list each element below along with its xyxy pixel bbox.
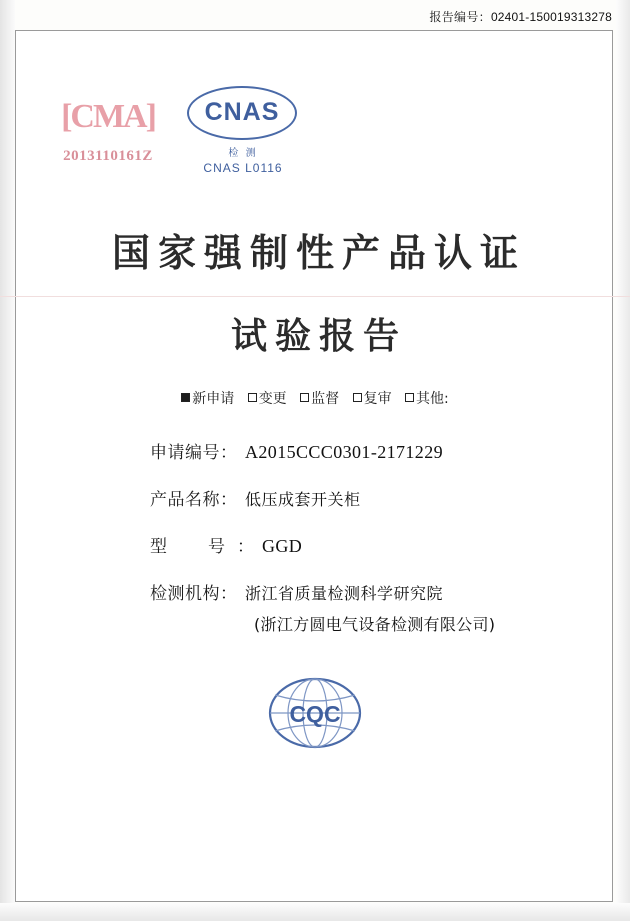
report-number-value: 02401-150019313278	[490, 10, 612, 24]
field-colon-testing-organization: ：	[220, 584, 237, 604]
scan-artifact-line	[0, 296, 630, 297]
field-colon-application-number: ：	[220, 443, 237, 463]
cnas-logo-icon	[187, 86, 299, 142]
checkbox-icon-supervision[interactable]	[300, 393, 309, 402]
cqc-logo-icon	[265, 675, 365, 751]
cnas-code: CNAS L0116	[203, 161, 283, 175]
field-value-testing-organization: 浙江省质量检测科学研究院	[245, 584, 444, 603]
svg-text:CQC: CQC	[289, 701, 341, 727]
checkbox-icon-change[interactable]	[248, 393, 257, 402]
field-label-product-name: 产品名称	[150, 490, 220, 510]
cma-logo-icon: [CMA]	[61, 98, 155, 135]
report-number-label: 报告编号：	[429, 10, 491, 24]
page-edge-right	[616, 0, 630, 921]
field-label-model: 型 号	[150, 537, 237, 557]
cnas-sub-text: 检 测	[228, 148, 258, 159]
field-value-model: GGD	[262, 536, 303, 556]
checkbox-icon-other[interactable]	[405, 393, 414, 402]
cqc-seal	[265, 675, 365, 751]
checkbox-icon-new[interactable]	[181, 393, 190, 402]
checkbox-label-new: 新申请	[192, 391, 235, 407]
checkbox-option-new[interactable]	[181, 391, 234, 407]
checkbox-label-change: 变更	[258, 391, 287, 407]
field-value-application-number: A2015CCC0301-2171229	[245, 442, 444, 462]
cnas-mark	[178, 86, 308, 175]
report-number	[429, 8, 612, 25]
page-title: 国家强制性产品认证	[111, 231, 526, 275]
field-list	[150, 438, 550, 653]
checkbox-option-other[interactable]	[405, 391, 449, 407]
field-row-product-name	[150, 485, 550, 510]
cma-logo-text: CMA	[70, 98, 146, 135]
checkbox-label-review: 复审	[363, 391, 392, 407]
cnas-logo-text: CNAS	[204, 98, 280, 126]
field-colon-product-name: ：	[220, 490, 237, 510]
page-edge-left	[0, 0, 15, 921]
field-label-application-number: 申请编号	[150, 443, 220, 463]
field-value-testing-organization-secondary: (浙江方圆电气设备检测有限公司)	[254, 615, 496, 634]
checkbox-option-supervision[interactable]	[300, 391, 339, 407]
checkbox-option-review[interactable]	[353, 391, 392, 407]
field-colon-model: ：	[237, 537, 254, 557]
field-row-testing-organization	[150, 579, 550, 604]
checkbox-label-other: 其他:	[416, 391, 449, 407]
field-value-product-name: 低压成套开关柜	[245, 490, 361, 509]
field-row-model	[150, 532, 550, 557]
checkbox-option-change[interactable]	[248, 391, 287, 407]
field-row-application-number	[150, 438, 550, 463]
checkbox-icon-review[interactable]	[353, 393, 362, 402]
field-label-testing-organization: 检测机构	[150, 584, 220, 604]
page-subtitle: 试验报告	[230, 316, 407, 357]
application-type-row	[0, 388, 630, 408]
page-edge-bottom	[0, 903, 630, 921]
checkbox-label-supervision: 监督	[311, 391, 340, 407]
cma-mark	[48, 98, 168, 165]
cma-certificate-number: 2013110161Z	[63, 148, 153, 164]
